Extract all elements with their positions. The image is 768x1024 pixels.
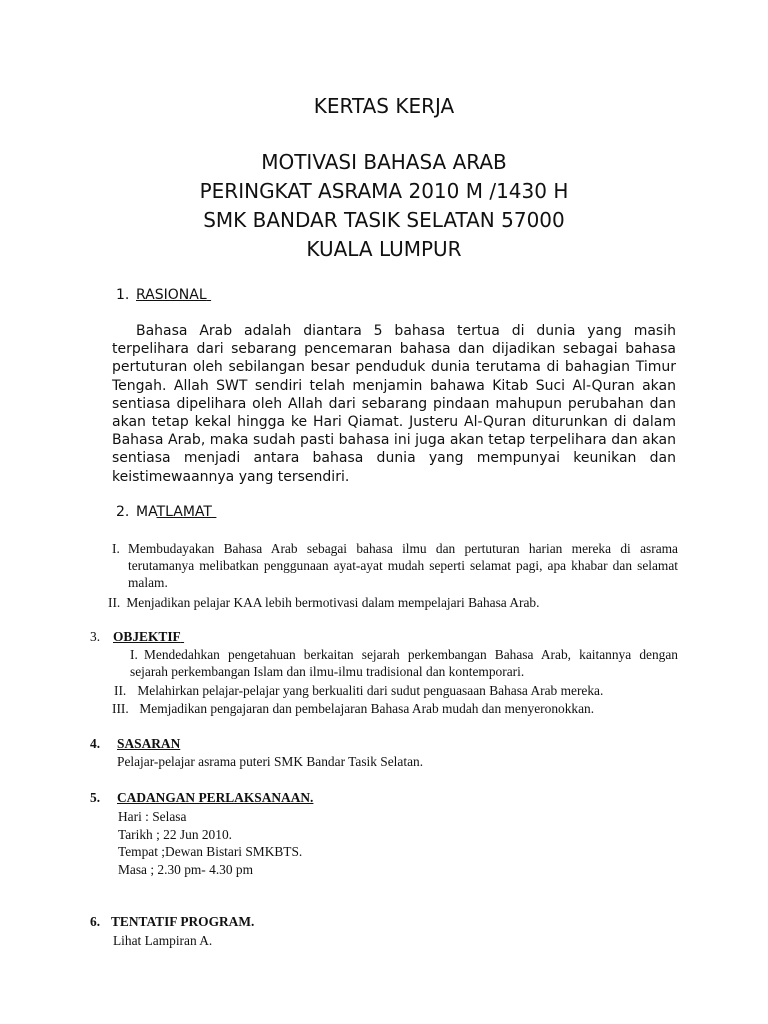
list-item-number: II.: [114, 683, 127, 698]
subtitle-line: PERINGKAT ASRAMA 2010 M /1430 H: [199, 179, 569, 203]
section-number: 4.: [90, 736, 101, 751]
document-title: KERTAS KERJA: [313, 94, 455, 118]
section-number: 1.: [116, 287, 130, 303]
section-title-part: MA: [136, 504, 157, 520]
list-item-text: Mendedahkan pengetahuan berkaitan sejarah perkembangan Bahasa Arab, kaitannya dengan sejarah perkembangan Islam dan ilmu-ilmu tradisional dan kontemporari.: [130, 647, 678, 680]
section-matlamat-heading: [116, 504, 216, 520]
list-item-text: Menjadikan pelajar KAA lebih bermotivasi dalam mempelajari Bahasa Arab.: [126, 595, 540, 610]
section-title: OBJEKTIF: [113, 629, 181, 644]
section-title-underlined: TLAMAT: [156, 504, 212, 520]
detail-line: Masa ; 2.30 pm- 4.30 pm: [118, 861, 254, 877]
section-rasional-heading: [116, 287, 211, 303]
section-number: 2.: [116, 504, 130, 520]
section-title: RASIONAL: [136, 287, 207, 303]
subtitle-line: KUALA LUMPUR: [306, 237, 462, 261]
section-number: 5.: [90, 790, 101, 805]
list-item-text: Memjadikan pengajaran dan pembelajaran Bahasa Arab mudah dan menyeronokkan.: [139, 701, 595, 716]
list-item-text: Melahirkan pelajar-pelajar yang berkualiti dari sudut penguasaan Bahasa Arab mereka.: [137, 683, 604, 698]
list-item-number: I.: [112, 541, 120, 556]
detail-line: Tarikh ; 22 Jun 2010.: [118, 826, 232, 842]
section-number: 3.: [90, 629, 101, 644]
section-title: SASARAN: [117, 736, 181, 751]
list-item: [112, 700, 678, 717]
sasaran-text: Pelajar-pelajar asrama puteri SMK Bandar Tasik Selatan.: [117, 754, 424, 769]
section-cadangan-heading: [90, 790, 313, 806]
section-number: 6.: [90, 914, 101, 929]
list-item-number: I.: [130, 647, 138, 662]
list-item: [108, 594, 678, 611]
section-title: TENTATIF PROGRAM.: [111, 914, 255, 929]
section-objektif-heading: [90, 629, 184, 645]
list-item-number: II.: [108, 595, 121, 610]
detail-line: Tempat ;Dewan Bistari SMKBTS.: [118, 844, 303, 859]
list-item: [112, 540, 678, 592]
list-item: [114, 682, 678, 699]
section-tentatif-heading: [90, 914, 254, 930]
detail-line: Hari : Selasa: [118, 809, 187, 824]
cadangan-details: [118, 808, 302, 878]
subtitle-line: SMK BANDAR TASIK SELATAN 57000: [203, 208, 565, 232]
list-item-number: III.: [112, 701, 129, 716]
document-subtitle: [0, 148, 768, 264]
section-sasaran-heading: [90, 736, 180, 752]
tentatif-text: Lihat Lampiran A.: [113, 933, 213, 948]
list-item: [130, 646, 678, 680]
rasional-paragraph: Bahasa Arab adalah diantara 5 bahasa tertua di dunia yang masih terpelihara dari sebarang pencemaran bahasa dan dijadikan sebagai bahasa pertuturan oleh sebilangan besar penduduk dunia terutama di bahagian Timur Tengah. Allah SWT sendiri telah menjamin bahawa Kitab Suci Al-Quran akan sentiasa dipelihara oleh Allah dari sebarang pindaan mahupun perubahan dan akan tetap kekal hingga ke Hari Qiamat. Justeru Al-Quran diturunkan di dalam Bahasa Arab, maka sudah pasti bahasa ini juga akan tetap terpelihara dan akan sentiasa menjadi antara bahasa dunia yang mempunyai keunikan dan keistimewaannya yang tersendiri.: [112, 323, 676, 485]
list-item-text: Membudayakan Bahasa Arab sebagai bahasa ilmu dan pertuturan harian mereka di asrama terutamanya melibatkan penggunaan ayat-ayat mudah seperti selamat pagi, apa khabar dan selamat malam.: [128, 541, 678, 591]
section-title: CADANGAN PERLAKSANAAN.: [117, 790, 314, 805]
subtitle-line: MOTIVASI BAHASA ARAB: [261, 150, 507, 174]
